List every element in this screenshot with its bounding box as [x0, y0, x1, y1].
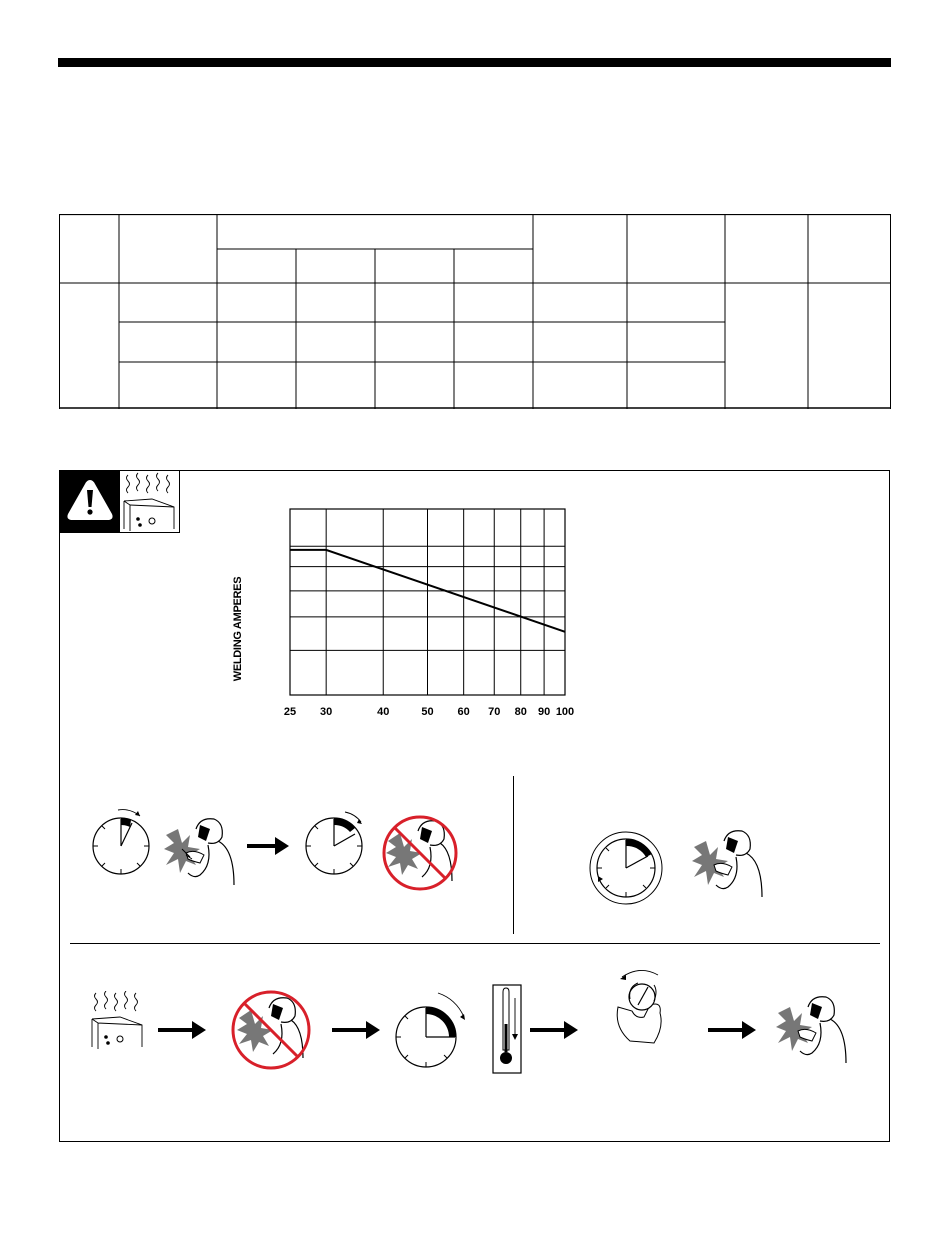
- no-welding-icon: [229, 988, 313, 1077]
- x-tick-label: 70: [488, 706, 501, 718]
- right-arrow-icon: [706, 1019, 758, 1046]
- timer-icon: [88, 806, 154, 881]
- x-tick-label: 30: [320, 706, 333, 718]
- warning-exclamation-icon: [60, 471, 120, 533]
- duty-cycle-panel: [59, 470, 890, 1142]
- section-divider: [70, 943, 880, 944]
- warning-block: [60, 471, 120, 533]
- right-arrow-icon: [330, 1019, 382, 1046]
- right-arrow-icon: [245, 835, 291, 862]
- section-divider: [513, 776, 514, 934]
- x-tick-label: 60: [457, 706, 470, 718]
- top-rule: [58, 58, 891, 67]
- welder-icon: [688, 827, 770, 906]
- timer-icon: [301, 806, 367, 881]
- welder-icon: [772, 993, 854, 1072]
- thermometer-falling-icon: [492, 984, 522, 1079]
- x-tick-label: 90: [537, 706, 551, 718]
- overheated-machine-icon: [88, 991, 154, 1056]
- control-knob-icon: [610, 961, 670, 1050]
- right-arrow-icon: [156, 1019, 208, 1046]
- x-tick-label: 50: [421, 706, 434, 718]
- duty-cycle-chart: [230, 499, 590, 759]
- x-tick-label: 100: [555, 706, 575, 718]
- x-tick-label: 40: [377, 706, 390, 718]
- timer-icon: [392, 977, 468, 1078]
- x-tick-label: 25: [283, 706, 297, 718]
- welder-icon: [160, 815, 242, 894]
- right-arrow-icon: [528, 1019, 580, 1046]
- no-welding-icon: [378, 811, 462, 900]
- x-tick-label: 80: [514, 706, 527, 718]
- specifications-table: [59, 214, 891, 409]
- duty-cycle-chart-plot: [230, 499, 590, 759]
- y-axis-label: WELDING AMPERES: [232, 576, 244, 682]
- overheated-machine-icon: [120, 471, 180, 533]
- timer-icon: [588, 826, 664, 911]
